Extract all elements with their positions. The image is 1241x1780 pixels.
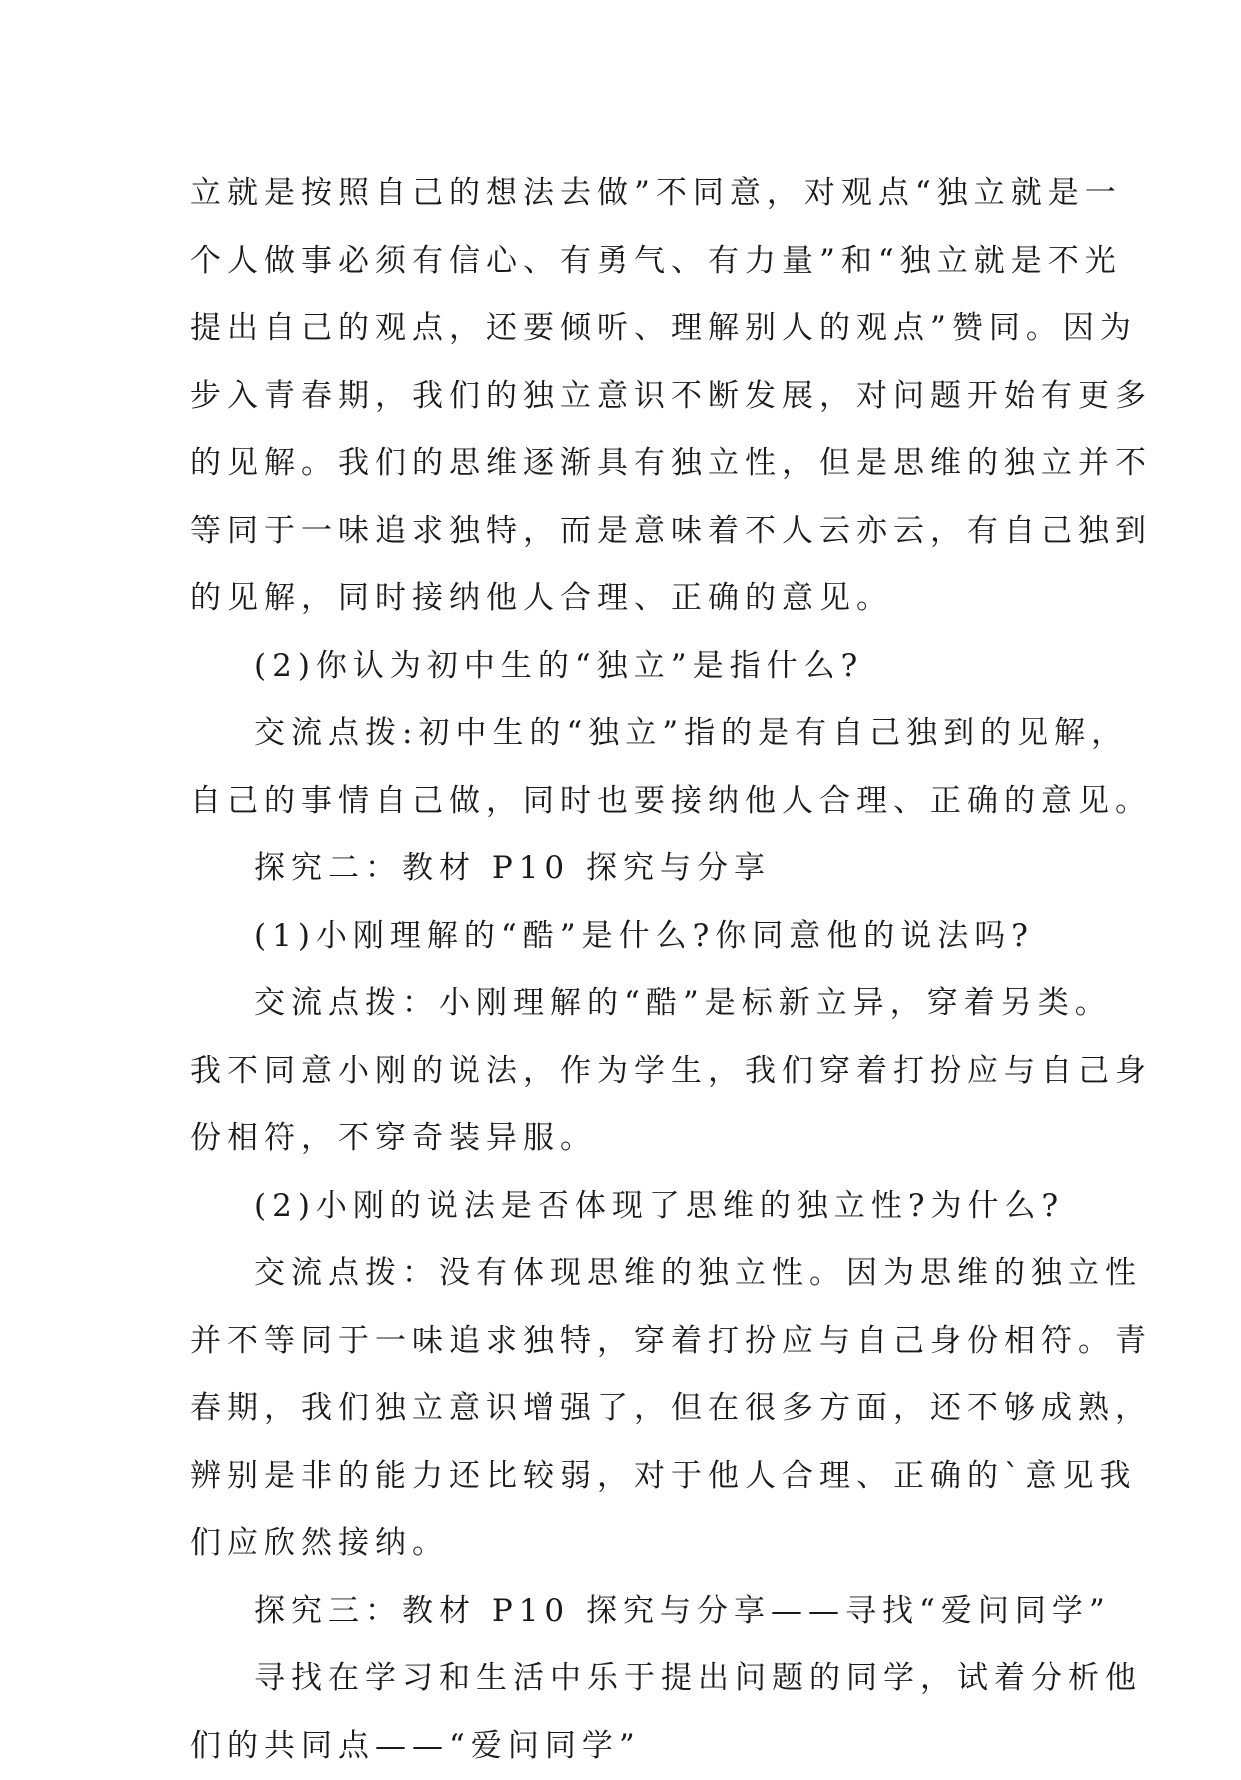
- question-line: (2)小刚的说法是否体现了思维的独立性?为什么?: [190, 1173, 1070, 1241]
- text-line: 自己的事情自己做，同时也要接纳他人合理、正确的意见。: [190, 768, 1070, 836]
- question-line: (1)小刚理解的“酷”是什么?你同意他的说法吗?: [190, 903, 1070, 971]
- text-line: 的见解。我们的思维逐渐具有独立性，但是思维的独立并不: [190, 430, 1070, 498]
- answer-line: 交流点拨：小刚理解的“酷”是标新立异，穿着另类。: [190, 970, 1070, 1038]
- answer-line: 交流点拨：没有体现思维的独立性。因为思维的独立性: [190, 1240, 1070, 1308]
- text-line: 提出自己的观点，还要倾听、理解别人的观点”赞同。因为: [190, 295, 1070, 363]
- text-line: 步入青春期，我们的独立意识不断发展，对问题开始有更多: [190, 363, 1070, 431]
- answer-line: 交流点拨:初中生的“独立”指的是有自己独到的见解，: [190, 700, 1070, 768]
- text-line: 立就是按照自己的想法去做”不同意，对观点“独立就是一: [190, 160, 1070, 228]
- question-line: (2)你认为初中生的“独立”是指什么?: [190, 633, 1070, 701]
- text-line: 等同于一味追求独特，而是意味着不人云亦云，有自己独到: [190, 498, 1070, 566]
- text-line: 辨别是非的能力还比较弱，对于他人合理、正确的`意见我: [190, 1443, 1070, 1511]
- section-heading: 探究二：教材 P10 探究与分享: [190, 835, 1070, 903]
- text-line: 春期，我们独立意识增强了，但在很多方面，还不够成熟，: [190, 1375, 1070, 1443]
- text-line: 并不等同于一味追求独特，穿着打扮应与自己身份相符。青: [190, 1308, 1070, 1376]
- text-line: 份相符，不穿奇装异服。: [190, 1105, 1070, 1173]
- text-line: 的见解，同时接纳他人合理、正确的意见。: [190, 565, 1070, 633]
- text-line: 们应欣然接纳。: [190, 1510, 1070, 1578]
- section-heading: 探究三：教材 P10 探究与分享——寻找“爱问同学”: [190, 1578, 1070, 1646]
- text-line: 个人做事必须有信心、有勇气、有力量”和“独立就是不光: [190, 228, 1070, 296]
- text-line: 我不同意小刚的说法，作为学生，我们穿着打扮应与自己身: [190, 1038, 1070, 1106]
- text-line: 们的共同点——“爱问同学”: [190, 1713, 1070, 1780]
- text-line: 寻找在学习和生活中乐于提出问题的同学，试着分析他: [190, 1645, 1070, 1713]
- document-body: [190, 160, 1070, 1780]
